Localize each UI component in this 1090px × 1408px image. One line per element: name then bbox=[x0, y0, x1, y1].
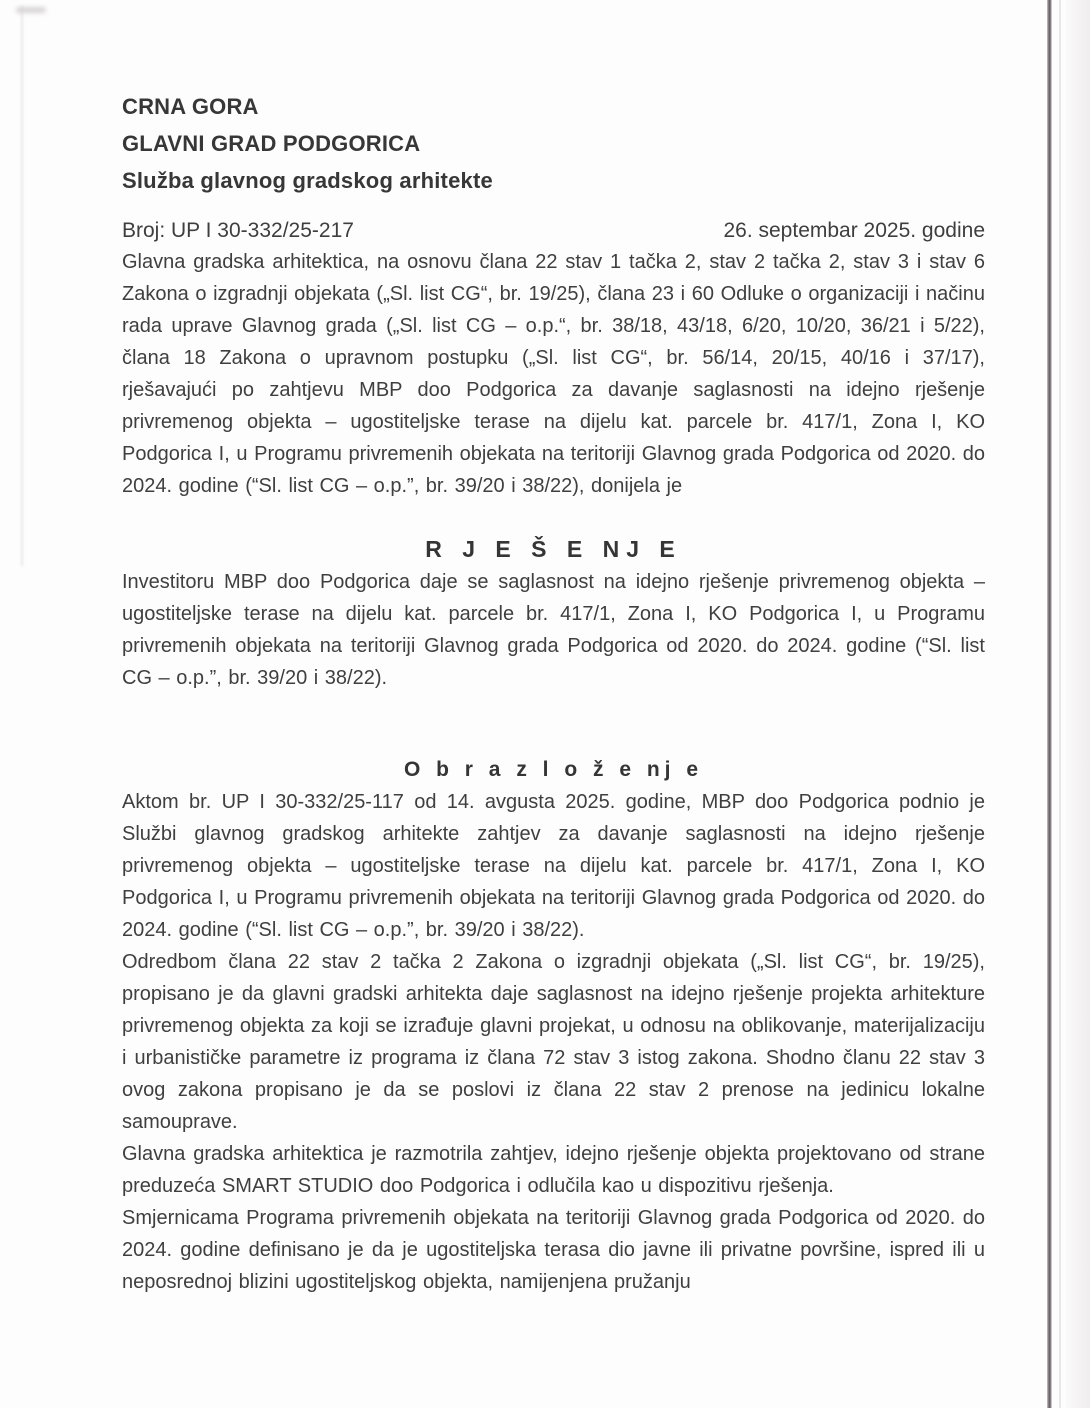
explanation-paragraph-2: Odredbom člana 22 stav 2 tačka 2 Zakona o izgradnji objekata („Sl. list CG“, br. 19/25), propisano je da glavni gradski arhitekta daje saglasnost na idejno rješenje projekta arhitekture privremenog objekta za koji se izrađuje glavni projekat, u odnosu na oblikovanje, materijalizaciju i urbanističke parametre iz programa iz člana 72 stav 3 istog zakona. Shodno članu 22 stav 3 ovog zakona propisano je da se poslovi iz člana 22 stav 2 prenose na jedinicu lokalne samouprave. bbox=[122, 951, 985, 1133]
intro-paragraph: Glavna gradska arhitektica, na osnovu člana 22 stav 1 tačka 2, stav 2 tačka 2, stav 3 i stav 6 Zakona o izgradnji objekata („Sl. list CG“, br. 19/25), člana 23 i 60 Odluke o organizaciji i načinu rada uprave Glavnog grada („Sl. list CG – o.p.“, br. 38/18, 43/18, 6/20, 10/20, 36/21 i 5/22), člana 18 Zakona o upravnom postupku („Sl. list CG“, br. 56/14, 20/15, 40/16 i 37/17), rješavajući po zahtjevu MBP doo Podgorica za davanje saglasnosti na idejno rješenje privremenog objekta – ugostiteljske terase na dijelu kat. parcele br. 417/1, Zona I, KO Podgorica I, u Programu privremenih objekata na teritoriji Glavnog grada Podgorica od 2020. do 2024. godine (“Sl. list CG – o.p.”, br. 39/20 i 38/22), donijela je bbox=[122, 251, 985, 497]
reference-row bbox=[122, 216, 985, 246]
scan-right-shadow-band bbox=[1066, 0, 1090, 1408]
scan-page-edge-line-secondary bbox=[1059, 0, 1061, 1408]
case-number: Broj: UP I 30-332/25-217 bbox=[122, 219, 354, 242]
letterhead-office: Služba glavnog gradskog arhitekte bbox=[122, 168, 493, 193]
scan-left-streak bbox=[21, 6, 23, 566]
scan-top-smudge bbox=[16, 7, 46, 13]
explanation-paragraph-3: Glavna gradska arhitektica je razmotrila zahtjev, idejno rješenje objekta projektovano od strane preduzeća SMART STUDIO doo Podgorica i odlučila kao u dispozitivu rješenja. bbox=[122, 1143, 985, 1197]
letterhead-country: CRNA GORA bbox=[122, 94, 259, 119]
document-page bbox=[122, 0, 985, 1298]
explanation-paragraph-4: Smjernicama Programa privremenih objekata na teritoriji Glavnog grada Podgorica od 2020. do 2024. godine definisano je da je ugostiteljska terasa dio javne ili privatne površine, ispred ili u neposrednoj blizini ugostiteljskog objekta, namijenjena pružanju bbox=[122, 1207, 985, 1293]
decision-heading: R J E Š E NJ E bbox=[425, 536, 682, 562]
decision-paragraph: Investitoru MBP doo Podgorica daje se saglasnost na idejno rješenje privremenog objekta – ugostiteljske terase na dijelu kat. parcele br. 417/1, Zona I, KO Podgorica I, u Programu privremenih objekata na teritoriji Glavnog grada Podgorica od 2020. do 2024. godine (“Sl. list CG – o.p.”, br. 39/20 i 38/22). bbox=[122, 571, 985, 689]
scan-page-edge-line bbox=[1047, 0, 1052, 1408]
explanation-heading: O b r a z l o ž e nj e bbox=[403, 758, 704, 781]
letterhead bbox=[122, 88, 985, 199]
document-date: 26. septembar 2025. godine bbox=[723, 219, 985, 242]
explanation-paragraph-1: Aktom br. UP I 30-332/25-117 od 14. avgusta 2025. godine, MBP doo Podgorica podnio je Službi glavnog gradskog arhitekte zahtjev za davanje saglasnosti na idejno rješenje privremenog objekta – ugostiteljske terase na dijelu kat. parcele br. 417/1, Zona I, KO Podgorica I, u Programu privremenih objekata na teritoriji Glavnog grada Podgorica od 2020. do 2024. godine (“Sl. list CG – o.p.”, br. 39/20 i 38/22). bbox=[122, 791, 985, 941]
letterhead-city: GLAVNI GRAD PODGORICA bbox=[122, 131, 421, 156]
